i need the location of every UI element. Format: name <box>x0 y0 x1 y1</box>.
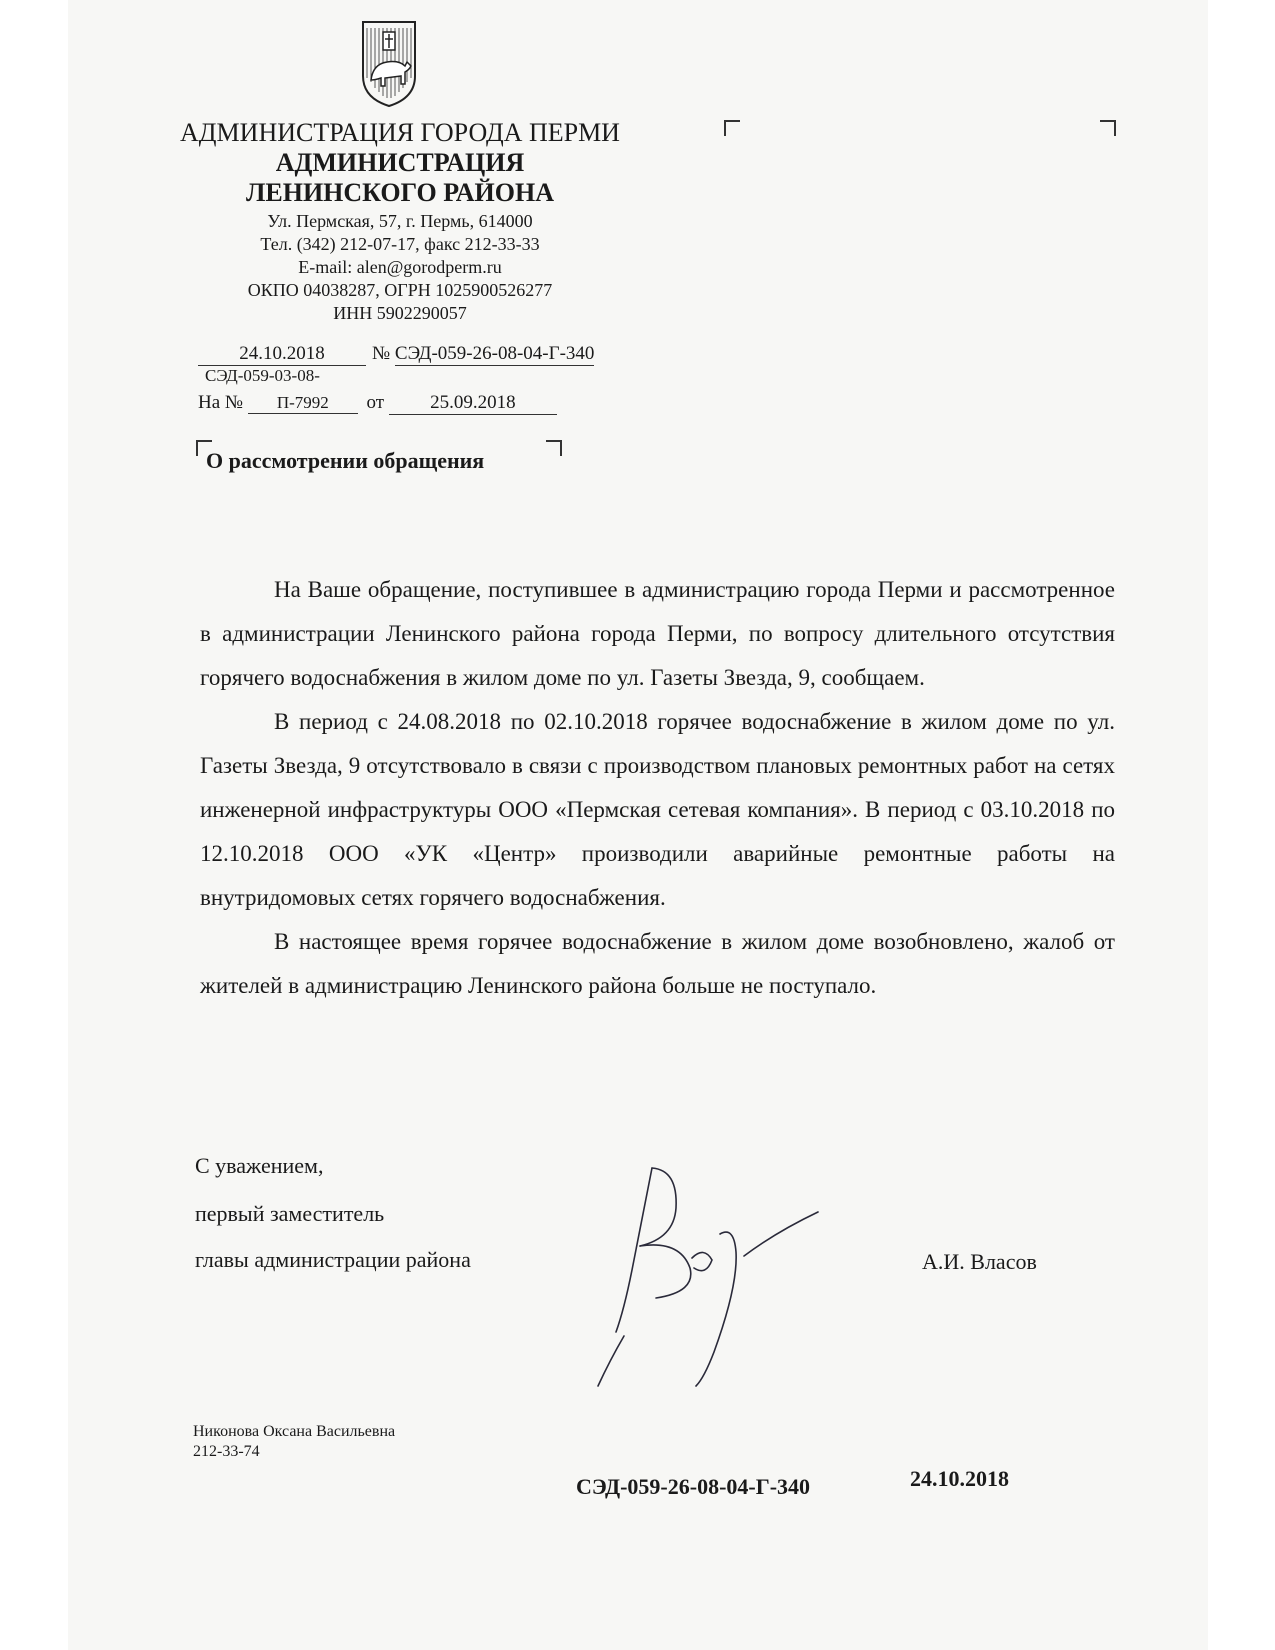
registration-date-line <box>198 343 366 366</box>
handwritten-signature <box>580 1160 850 1390</box>
org-city-name: АДМИНИСТРАЦИЯ ГОРОДА ПЕРМИ <box>180 118 620 147</box>
signer-position-2: главы администрации района <box>195 1247 471 1272</box>
org-inn: ИНН 5902290057 <box>333 303 467 323</box>
org-email: E-mail: alen@gorodperm.ru <box>298 257 502 277</box>
org-okpo-ogrn: ОКПО 04038287, ОГРН 1025900526277 <box>247 280 553 300</box>
body-paragraph-3: В настоящее время горячее водоснабжение в жилом доме возобновлено, жалоб от жителей в администрацию Ленинского района больше не поступало. <box>200 929 1115 998</box>
letter-subject: О рассмотрении обращения <box>206 448 485 473</box>
registration-date: 24.10.2018 <box>198 343 366 366</box>
reference-line <box>198 392 557 415</box>
org-address: Ул. Пермская, 57, г. Пермь, 614000 <box>267 211 533 231</box>
registration-number-line <box>372 343 594 366</box>
org-district-title: ЛЕНИНСКОГО РАЙОНА <box>246 178 554 207</box>
reference-prefix: СЭД-059-03-08- <box>205 366 320 385</box>
reference-label: На № <box>198 392 244 413</box>
letter-body <box>200 568 1115 1008</box>
subject-corner-right <box>546 440 562 456</box>
executor-phone: 212-33-74 <box>193 1443 260 1460</box>
executor-name: Никонова Оксана Васильевна <box>193 1423 396 1440</box>
footer-doc-number: СЭД-059-26-08-04-Г-340 <box>576 1474 811 1499</box>
closing-regards: С уважением, <box>195 1153 324 1178</box>
registration-number: СЭД-059-26-08-04-Г-340 <box>394 343 595 364</box>
perm-coat-of-arms-icon <box>359 18 419 108</box>
reference-from: от <box>366 392 385 413</box>
reference-number: П-7992 <box>248 393 358 414</box>
body-paragraph-2: В период с 24.08.2018 по 02.10.2018 горячее водоснабжение в жилом доме по ул. Газеты Звезда, 9 отсутствовало в связи с производством плановых ремонтных работ на сетях инженерной инфраструктуры ООО «Пермская сетевая компания». В период с 03.10.2018 по 12.10.2018 ООО «УК «Центр» производили аварийные ремонтные работы на внутридомовых сетях горячего водоснабжения. <box>200 709 1115 910</box>
org-phone: Тел. (342) 212-07-17, факс 212-33-33 <box>260 234 540 254</box>
addressee-corner-right <box>1100 120 1116 136</box>
signer-name: А.И. Власов <box>922 1249 1037 1274</box>
signer-position-1: первый заместитель <box>195 1201 385 1226</box>
number-sign: № <box>372 343 391 364</box>
addressee-corner-left <box>724 120 740 136</box>
reference-date: 25.09.2018 <box>389 392 557 415</box>
org-admin-title: АДМИНИСТРАЦИЯ <box>275 148 525 177</box>
footer-doc-date: 24.10.2018 <box>910 1466 1009 1491</box>
body-paragraph-1: На Ваше обращение, поступившее в администрацию города Перми и рассмотренное в администрации Ленинского района города Перми, по вопросу длительного отсутствия горячего водоснабжения в жилом доме по ул. Газеты Звезда, 9, сообщаем. <box>200 577 1115 690</box>
